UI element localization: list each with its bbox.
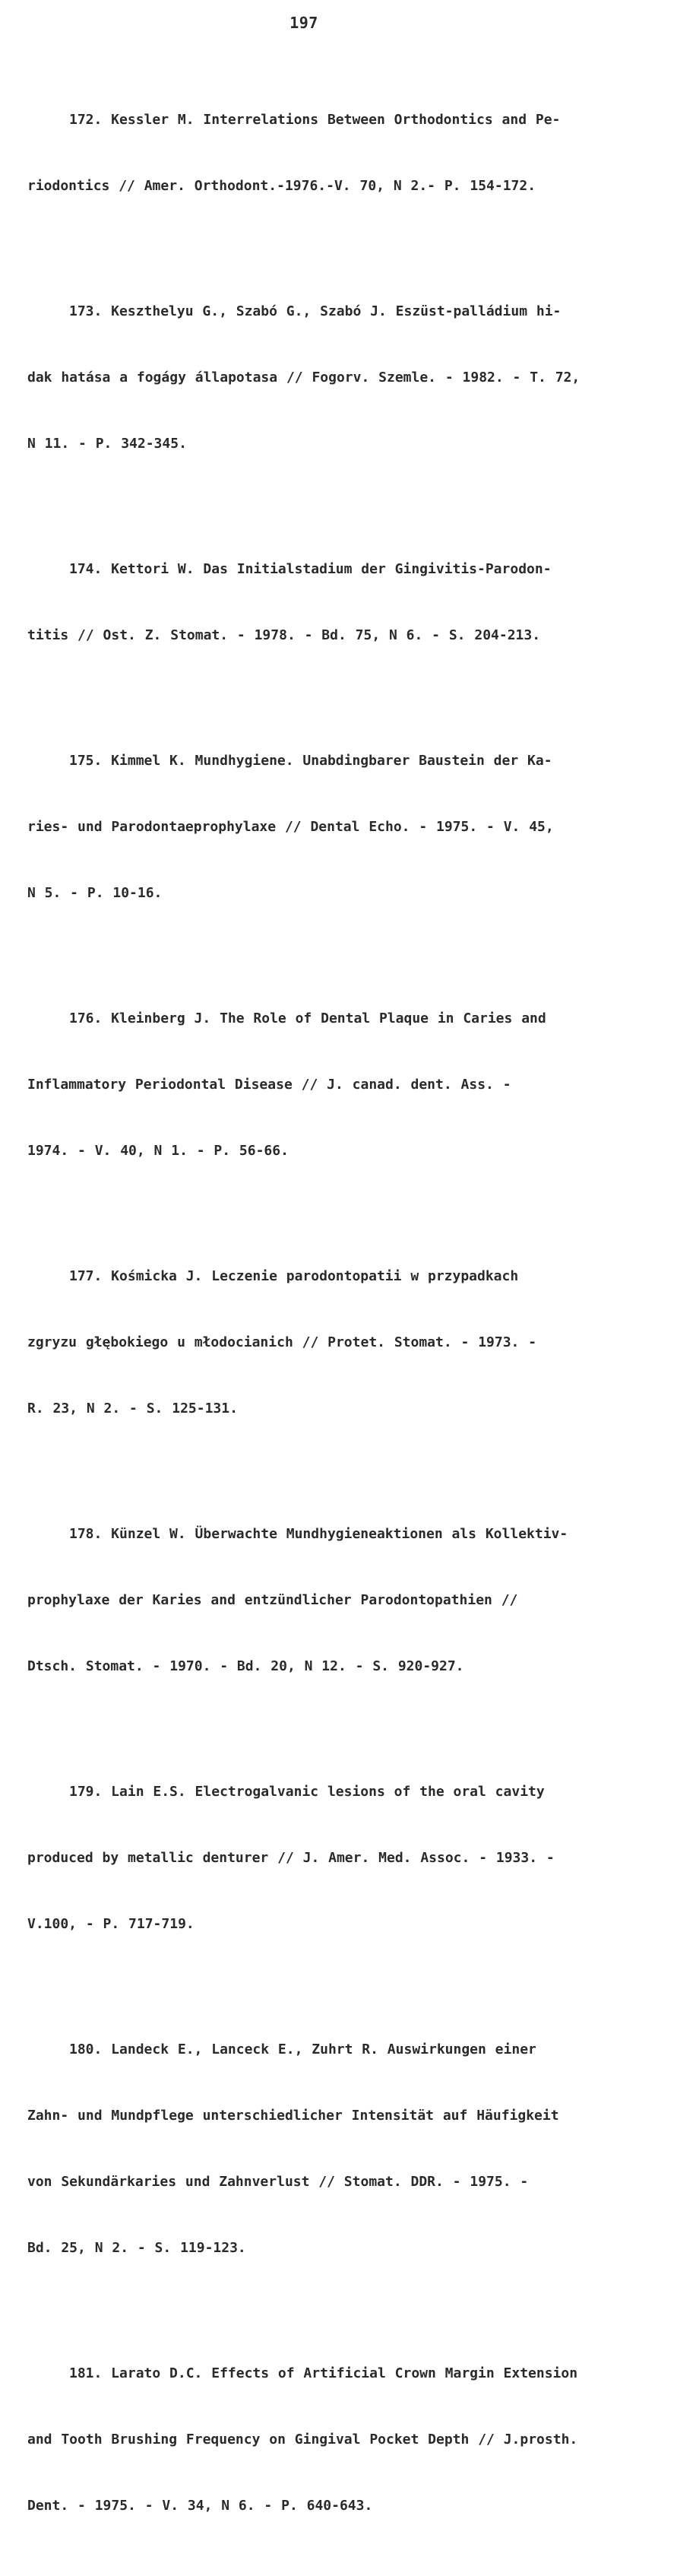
reference-line: 178. Künzel W. Überwachte Mundhygieneaktionen als Kollektiv- [69,1526,568,1542]
reference-line: Bd. 25, N 2. - S. 119-123. [27,2240,246,2256]
reference-entry [27,1479,655,1721]
page-number: 197 [289,14,318,32]
reference-line: Zahn- und Mundpflege unterschiedlicher Intensität auf Häufigkeit [27,2108,559,2124]
reference-line: V.100, - P. 717-719. [27,1916,195,1932]
reference-line: N 5. - P. 10-16. [27,885,163,901]
reference-line: 177. Kośmicka J. Leczenie parodontopatii w przypadkach [69,1268,519,1284]
reference-line: N 11. - P. 342-345. [27,436,187,452]
reference-line: 180. Landeck E., Lanceck E., Zuhrt R. Auswirkungen einer [69,2041,536,2057]
reference-line: prophylaxe der Karies and entzündlicher Parodontopathien // [27,1592,518,1608]
reference-line: 181. Larato D.C. Effects of Artificial Crown Margin Extension [69,2365,578,2381]
reference-line: 175. Kimmel K. Mundhygiene. Unabdingbarer Baustein der Ka- [69,753,552,769]
reference-line: produced by metallic denturer // J. Amer. Med. Assoc. - 1933. - [27,1850,555,1866]
reference-line: Inflammatory Periodontal Disease // J. canad. dent. Ass. - [27,1077,511,1093]
reference-line: 173. Keszthelyu G., Szabó G., Szabó J. Eszüst-palládium hi- [69,303,562,319]
reference-entry [27,706,655,948]
reference-line: 174. Kettori W. Das Initialstadium der Gingivitis-Parodon- [69,561,552,577]
reference-entry [27,256,655,499]
reference-entry [27,1737,655,1979]
reference-entry [27,1994,655,2303]
reference-line: R. 23, N 2. - S. 125-131. [27,1401,238,1416]
reference-list [27,65,655,2576]
reference-line: von Sekundärkaries und Zahnverlust // Stomat. DDR. - 1975. - [27,2174,529,2190]
reference-line: 179. Lain E.S. Electrogalvanic lesions of the oral cavity [69,1784,545,1800]
reference-entry [27,65,655,241]
reference-entry [27,963,655,1206]
reference-entry [27,1221,655,1464]
reference-line: titis // Ost. Z. Stomat. - 1978. - Bd. 75, N 6. - S. 204-213. [27,627,541,643]
reference-line: Dtsch. Stomat. - 1970. - Bd. 20, N 12. - S. 920-927. [27,1658,464,1674]
reference-line: zgryzu głębokiego u młodocianich // Protet. Stomat. - 1973. - [27,1334,537,1350]
reference-line: and Tooth Brushing Frequency on Gingival Pocket Depth // J.prosth. [27,2432,578,2448]
reference-entry [27,514,655,690]
reference-line: riodontics // Amer. Orthodont.-1976.-V. 70, N 2.- P. 154-172. [27,178,536,194]
reference-line: 176. Kleinberg J. The Role of Dental Plaque in Caries and [69,1010,546,1026]
reference-line: 1974. - V. 40, N 1. - P. 56-66. [27,1143,289,1159]
reference-line: Dent. - 1975. - V. 34, N 6. - P. 640-643. [27,2498,373,2514]
reference-line: 172. Kessler M. Interrelations Between Orthodontics and Pe- [69,112,561,128]
reference-line: dak hatása a fogágy állapotasa // Fogorv. Szemle. - 1982. - T. 72, [27,370,581,385]
reference-line: ries- und Parodontaeprophylaxe // Dental Echo. - 1975. - V. 45, [27,819,554,835]
reference-entry [27,2318,655,2561]
